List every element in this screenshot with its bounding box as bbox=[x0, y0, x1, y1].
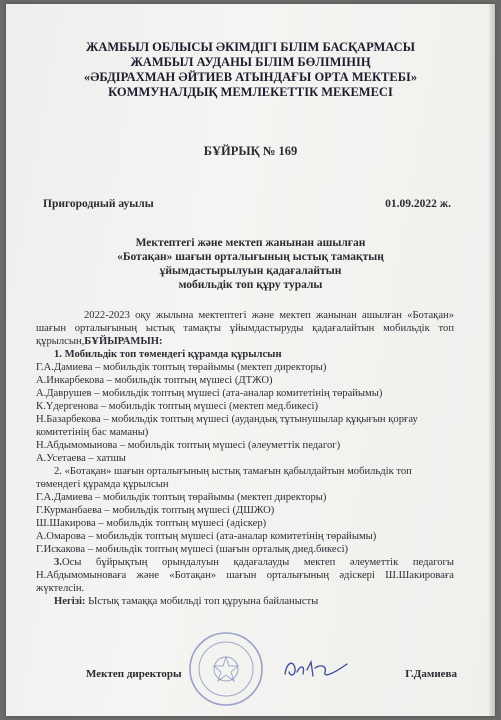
header-line: «ӘБДІРАХМАН ӘЙТИЕВ АТЫНДАҒЫ ОРТА МЕКТЕБІ» bbox=[83, 70, 418, 84]
order-number: БҰЙРЫҚ № 169 bbox=[203, 144, 298, 158]
subject-line: мобильдік топ құру туралы bbox=[178, 279, 323, 291]
member-line: Ш.Шакирова – мобильдік топтың мүшесі (әдіскер) bbox=[36, 518, 267, 529]
item3-text: Осы бұйрықтың орындалуын қадағалауды мектеп әлеуметтік педагогы Н.Абдымомыноваға және «Ботақан» шағын орталығының әдіскері Ш.Шакироваға жүктелсін. bbox=[36, 557, 454, 594]
basis-label: Негізі: bbox=[54, 596, 86, 607]
member-line: Г.Искакова – мобильдік топтың мүшесі (шағын орталық диед.бикесі) bbox=[36, 544, 349, 555]
intro-paragraph bbox=[36, 309, 454, 348]
item2-heading: 2. «Ботақан» шағын орталығының ыстық тамағын қабылдайтын мобильдік топ төмендегі құрамда құрылсын bbox=[36, 466, 412, 490]
place-name: Пригородный ауылы bbox=[43, 198, 154, 210]
order-subject bbox=[6, 236, 495, 292]
member-line: Н.Базарбекова – мобильдік топтың мүшесі (аудандық тұтынушылар құқығын қорғау комитетінің бас маманы) bbox=[36, 414, 418, 438]
member-line: А.Усетаева – хатшы bbox=[36, 453, 126, 464]
member-line: А.Даврушев – мобильдік топтың мүшесі (ата-аналар комитетінің төрайымы) bbox=[36, 388, 383, 399]
order-date: 01.09.2022 ж. bbox=[385, 198, 451, 210]
member-line: К.Үдергенова – мобильдік топтың мүшесі (мектеп мед.бикесі) bbox=[36, 401, 319, 412]
document-page bbox=[6, 4, 495, 716]
subject-line: ұйымдастырылуын қадағалайтын bbox=[159, 265, 342, 277]
member-line: Г.А.Дамиева – мобильдік топтың төрайымы (мектеп директоры) bbox=[36, 362, 327, 373]
intro-text: 2022-2023 оқу жылына мектептегі және мектеп жанынан ашылған «Ботақан» шағын орталығының ыстық тамақты ұйымдастыруды қадағалайтын мобильдік топ құрылсын, bbox=[36, 310, 454, 347]
decree-word: БҰЙЫРАМЫН: bbox=[84, 336, 163, 347]
item1-heading: 1. Мобильдік топ төмендегі құрамда құрылсын bbox=[54, 349, 282, 360]
member-line: Н.Абдымомынова – мобильдік топтың мүшесі (әлеуметтік педагог) bbox=[36, 440, 341, 451]
item3-number: 3. bbox=[54, 557, 62, 568]
member-line: Г.А.Дамиева – мобильдік топтың төрайымы (мектеп директоры) bbox=[36, 492, 327, 503]
subject-line: «Ботақан» шағын орталығының ыстық тамақтың bbox=[117, 251, 384, 263]
basis-line bbox=[36, 595, 454, 608]
basis-text: Ыстық тамаққа мобильді топ құруына байланысты bbox=[85, 596, 319, 607]
header-line: ЖАМБЫЛ ОБЛЫСЫ ӘКІМДІГІ БІЛІМ БАСҚАРМАСЫ bbox=[86, 40, 415, 54]
signature-name: Г.Дамиева bbox=[405, 668, 457, 680]
handwritten-signature-icon bbox=[281, 654, 351, 684]
order-body bbox=[36, 309, 454, 608]
organization-header bbox=[6, 40, 495, 100]
member-line: А.Инкарбекова – мобильдік топтың мүшесі (ДТЖО) bbox=[36, 375, 273, 386]
header-line: ЖАМБЫЛ АУДАНЫ БІЛІМ БӨЛІМІНІҢ bbox=[130, 55, 371, 69]
signature-title: Мектеп директоры bbox=[86, 668, 182, 680]
member-line: Г.Курманбаева – мобильдік топтың мүшесі (ДШЖО) bbox=[36, 505, 275, 516]
member-line: А.Омарова – мобильдік топтың мүшесі (ата-аналар комитетінің төрайымы) bbox=[36, 531, 377, 542]
subject-line: Мектептегі және мектеп жанынан ашылған bbox=[135, 237, 366, 249]
header-line: КОММУНАЛДЫҚ МЕМЛЕКЕТТІК МЕКЕМЕСІ bbox=[108, 85, 393, 99]
item3-paragraph bbox=[36, 556, 454, 595]
page-edge-shadow bbox=[489, 4, 495, 716]
official-seal-icon bbox=[186, 629, 266, 709]
